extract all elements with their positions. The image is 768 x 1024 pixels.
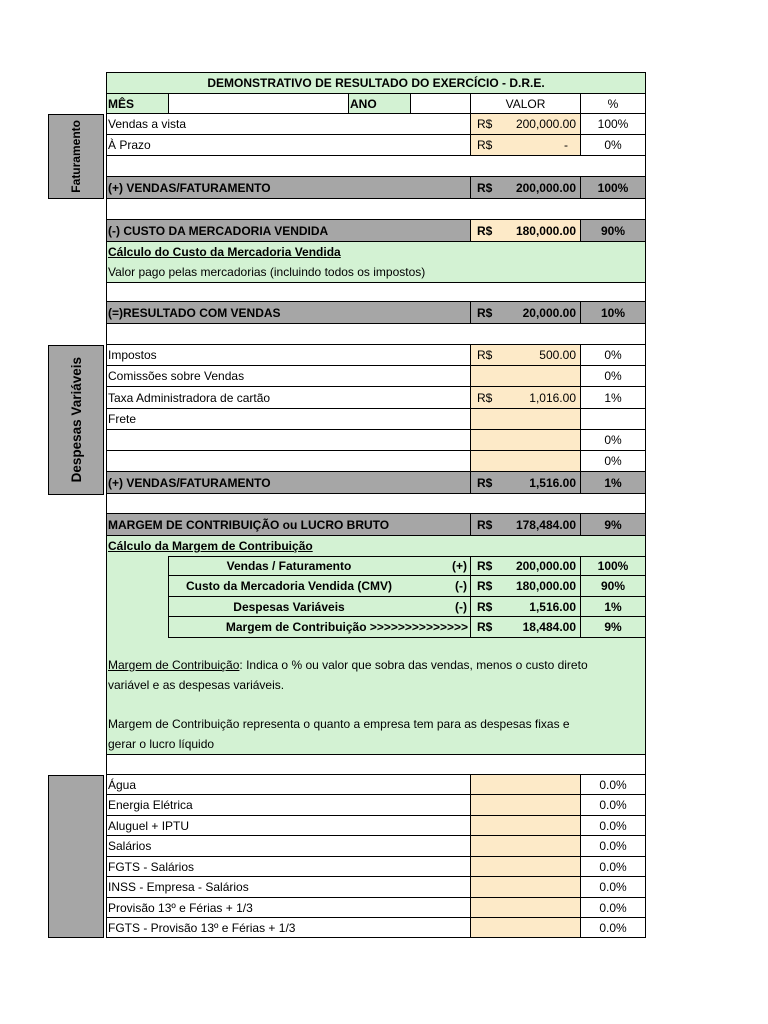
value-cell: [470, 857, 580, 876]
calc-row-margem: [168, 617, 646, 638]
value-cell: [470, 451, 580, 471]
calc-label: Vendas / Faturamento: [226, 559, 352, 573]
value-cell: [470, 617, 580, 637]
calc-label: Margem de Contribuição >>>>>>>>>>>>>>: [225, 620, 468, 634]
value-cell: [470, 409, 580, 429]
row-despesa-fixa: [106, 795, 646, 816]
row-label: [107, 430, 470, 450]
value-cell: [470, 345, 580, 365]
value-cell: [470, 302, 580, 323]
year-value: [410, 94, 470, 113]
month-value: [168, 94, 348, 113]
row-frete: [106, 409, 646, 430]
row-despesa-fixa: [106, 857, 646, 877]
percent-cell: 90%: [580, 576, 645, 596]
title-row: [106, 72, 646, 94]
currency-symbol: R$: [477, 223, 493, 238]
currency-symbol: R$: [477, 390, 493, 405]
amount: 1,516.00: [529, 599, 576, 614]
percent-cell: 0.0%: [580, 898, 645, 917]
row-comissoes: [106, 366, 646, 387]
margem-note-text: : Indica o % ou valor que sobra das vendas, menos o custo direto variável e as despesas variáveis.: [108, 658, 588, 692]
cmv-calc-block: [106, 242, 646, 283]
row-despesa-fixa: [106, 877, 646, 898]
spacer-row: [106, 283, 646, 302]
row-cmv: [106, 220, 646, 242]
amount: 180,000.00: [515, 223, 576, 238]
value-cell: [470, 220, 580, 241]
amount: 200,000.00: [515, 117, 576, 131]
header-row: [106, 94, 646, 114]
calc-row-cmv: [168, 576, 646, 597]
currency-symbol: R$: [477, 475, 493, 490]
value-cell: [470, 877, 580, 897]
row-despesa-fixa: [106, 898, 646, 918]
amount: -: [564, 138, 568, 152]
percent-cell: 0.0%: [580, 775, 645, 794]
year-label: ANO: [348, 94, 410, 113]
percent-cell: 9%: [580, 514, 645, 535]
row-label: Comissões sobre Vendas: [108, 369, 245, 383]
percent-cell: 0.0%: [580, 836, 645, 856]
percent-cell: 0.0%: [580, 877, 645, 897]
percent-cell: 9%: [580, 617, 645, 637]
row-label: (=)RESULTADO COM VENDAS: [108, 305, 281, 320]
percent-cell: 1%: [580, 597, 645, 616]
row-despesa-fixa: [106, 918, 646, 938]
row-label: (+) VENDAS/FATURAMENTO: [108, 475, 271, 490]
calc-label: Despesas Variáveis: [233, 599, 345, 614]
calc-label-cell: [169, 576, 470, 596]
row-vendas-a-vista: [106, 114, 646, 135]
row-label: Taxa Administradora de cartão: [108, 390, 271, 405]
value-cell: [470, 557, 580, 575]
amount: 178,484.00: [515, 517, 576, 532]
value-cell: [470, 795, 580, 815]
amount: 200,000.00: [515, 180, 576, 195]
margem-note-term: Margem de Contribuição: [108, 658, 240, 672]
currency-symbol: R$: [477, 305, 493, 320]
row-label: Provisão 13º e Férias + 1/3: [108, 900, 253, 915]
row-despesa-fixa: [106, 816, 646, 836]
percent-cell: 100%: [580, 557, 645, 575]
percent-cell: 100%: [580, 177, 645, 198]
spacer-row: [106, 494, 646, 514]
amount: 200,000.00: [515, 559, 576, 573]
percent-cell: 0%: [580, 135, 645, 155]
row-label: Vendas a vista: [108, 117, 187, 131]
amount: 500.00: [539, 348, 576, 362]
row-impostos: [106, 345, 646, 366]
row-label: Aluguel + IPTU: [108, 818, 190, 833]
cmv-calc-note: Valor pago pelas mercadorias (incluindo todos os impostos): [108, 265, 426, 279]
amount: 1,016.00: [529, 390, 576, 405]
currency-symbol: R$: [477, 579, 493, 593]
cmv-calc-title: Cálculo do Custo da Mercadoria Vendida: [108, 245, 341, 259]
percent-cell: 1%: [580, 387, 645, 408]
amount: 180,000.00: [515, 579, 576, 593]
row-label: Água: [108, 777, 137, 792]
currency-symbol: R$: [477, 138, 493, 152]
value-cell: [470, 775, 580, 794]
calc-label-cell: [169, 597, 470, 616]
row-margem-contribuicao: [106, 514, 646, 536]
spacer-row: [106, 324, 646, 345]
calc-label-cell: [169, 617, 470, 637]
margem-note-paragraph: [108, 655, 588, 695]
side-label-despesas-variaveis: [48, 345, 104, 495]
percent-cell: 0%: [580, 430, 645, 450]
percent-cell: 0%: [580, 345, 645, 365]
currency-symbol: R$: [477, 180, 493, 195]
row-total-despesas-variaveis: [106, 472, 646, 494]
row-label: À Prazo: [108, 138, 151, 152]
calc-sign: (+): [452, 559, 467, 573]
calc-row-vendas: [168, 556, 646, 576]
month-label: MÊS: [107, 94, 168, 113]
calc-label: Custo da Mercadoria Vendida (CMV): [185, 579, 393, 593]
row-total-faturamento: [106, 177, 646, 199]
currency-symbol: R$: [477, 599, 493, 614]
calc-sign: (-): [455, 599, 467, 614]
value-cell: [470, 576, 580, 596]
row-despesa-vazia: [106, 430, 646, 451]
percent-cell: 0.0%: [580, 795, 645, 815]
row-label: INSS - Empresa - Salários: [108, 880, 249, 894]
value-cell: [470, 816, 580, 835]
percent-cell: [580, 409, 645, 429]
value-cell: [470, 387, 580, 408]
row-label: FGTS - Salários: [108, 859, 195, 874]
currency-symbol: R$: [477, 517, 493, 532]
percent-column-header: %: [580, 94, 645, 113]
value-cell: [470, 918, 580, 937]
margem-calc-title: Cálculo da Margem de Contribuição: [108, 539, 313, 553]
value-cell: [470, 898, 580, 917]
value-cell: [470, 177, 580, 198]
currency-symbol: R$: [477, 117, 493, 131]
value-cell: [470, 366, 580, 386]
row-taxa-cartao: [106, 387, 646, 409]
row-label: [107, 451, 470, 471]
percent-cell: 0%: [580, 366, 645, 386]
percent-cell: 1%: [580, 472, 645, 493]
row-label: Energia Elétrica: [108, 798, 193, 812]
margem-calc-block: [106, 536, 646, 755]
value-cell: [470, 836, 580, 856]
row-label: (-) CUSTO DA MERCADORIA VENDIDA: [108, 223, 329, 238]
amount: 18,484.00: [522, 620, 576, 634]
value-cell: [470, 472, 580, 493]
percent-cell: 0.0%: [580, 816, 645, 835]
currency-symbol: R$: [477, 348, 493, 362]
row-label: MARGEM DE CONTRIBUIÇÃO ou LUCRO BRUTO: [108, 517, 390, 532]
side-label-faturamento: [48, 114, 104, 199]
row-despesa-vazia: [106, 451, 646, 472]
currency-symbol: R$: [477, 559, 493, 573]
calc-sign: (-): [455, 579, 467, 593]
amount: 20,000.00: [522, 305, 576, 320]
currency-symbol: R$: [477, 620, 493, 634]
value-cell: [470, 597, 580, 616]
row-despesa-fixa: [106, 775, 646, 795]
calc-label-cell: [169, 557, 470, 575]
row-despesa-fixa: [106, 836, 646, 857]
report-title: DEMONSTRATIVO DE RESULTADO DO EXERCÍCIO - D.R.E.: [207, 76, 545, 90]
spacer-row: [106, 156, 646, 177]
margem-note-paragraph-2: Margem de Contribuição representa o quanto a empresa tem para as despesas fixas e gerar o lucro líquido: [108, 717, 570, 751]
percent-cell: 0%: [580, 451, 645, 471]
side-label-faturamento-text: Faturamento: [69, 120, 83, 193]
value-cell: [470, 114, 580, 134]
row-a-prazo: [106, 135, 646, 156]
margem-calc-title-line: [107, 536, 645, 556]
row-label: Impostos: [108, 348, 157, 362]
row-label: Frete: [108, 412, 137, 426]
cmv-calc-title-line: [107, 242, 645, 262]
percent-cell: 10%: [580, 302, 645, 323]
value-column-header: VALOR: [470, 94, 580, 113]
percent-cell: 0.0%: [580, 918, 645, 937]
calc-row-despesas-variaveis: [168, 597, 646, 617]
side-label-despesas-fixas: [48, 775, 104, 938]
side-label-despesas-variaveis-text: Despesas Variáveis: [68, 357, 84, 483]
row-label: Salários: [108, 839, 152, 853]
row-label: (+) VENDAS/FATURAMENTO: [108, 180, 271, 195]
value-cell: [470, 514, 580, 535]
spacer-row: [106, 755, 646, 775]
value-cell: [470, 135, 580, 155]
percent-cell: 0.0%: [580, 857, 645, 876]
row-resultado: [106, 302, 646, 324]
amount: 1,516.00: [529, 475, 576, 490]
percent-cell: 100%: [580, 114, 645, 134]
spacer-row: [106, 199, 646, 220]
value-cell: [470, 430, 580, 450]
percent-cell: 90%: [580, 220, 645, 241]
row-label: FGTS - Provisão 13º e Férias + 1/3: [108, 920, 296, 935]
